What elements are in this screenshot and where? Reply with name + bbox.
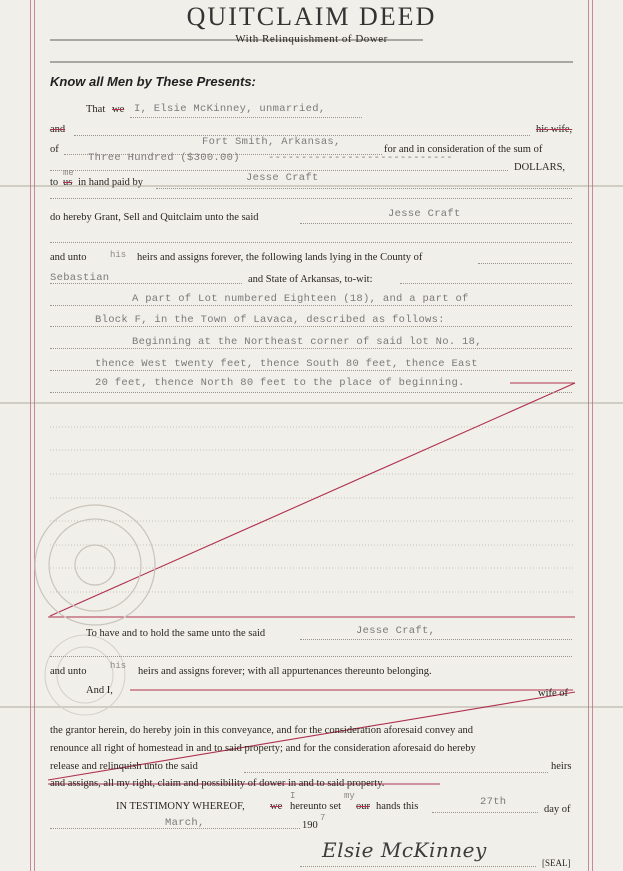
wife-of-label: wife of [538,688,569,699]
our-struck: our [356,801,370,812]
hands-this: hands this [376,801,419,812]
dower-line-1: the grantor herein, do hereby join in this conveyance, and for the consideration aforesaid convey and [50,725,474,736]
place: Fort Smith, Arkansas, [202,136,341,148]
we-struck: we [270,801,283,812]
his-2: his [110,661,127,671]
i-insert: I [290,791,296,801]
year-suffix: 7 [320,813,326,823]
grant-text: do hereby Grant, Sell and Quitclaim unto the said [50,212,259,223]
hereunto-set: hereunto set [290,801,342,812]
document-subtitle: With Relinquishment of Dower [235,33,388,45]
county: Sebastian [50,272,110,284]
dower-line-3: release and relinquish unto the said [50,761,198,772]
day-number: 27th [480,796,507,808]
dollars-label: DOLLARS, [514,162,566,173]
to-struck: us [63,177,73,188]
notary-embossed-seal [35,505,155,625]
signature: Elsie McKinney [322,838,487,862]
that-label: That [86,104,106,115]
year-prefix: 190 [302,820,318,831]
document-title: QUITCLAIM DEED [186,2,437,31]
grantee-2: Jesse Craft, [356,625,436,637]
his-1: his [110,250,127,260]
and-unto: and unto [50,252,87,263]
description-line-2: Block F, in the Town of Lavaca, described as follows: [95,314,445,326]
of-label: of [50,144,59,155]
quitclaim-deed-document: QUITCLAIM DEED With Relinquishment of Dower Know all Men by These Presents: That we I, Elsie McKinney, unmarried, and his wife, of Fort Smith, Arkansas, for and in consideration of the sum of Three Hundred ($300.00) ---------------------------- DOLLARS, to us me in hand paid by Jesse Craft do hereby Grant, Sell and Quitclaim unto the said Jesse Craft and unto his heirs and assigns forever, the following lands lying in the County of Sebastian and State of Arkansas, to-wit: A part of Lot numbered Eighteen (18), and a part of Block F, in the Town of Lavaca, described as follows: Beginning at the Northeast corner of said lot No. 18, thence West twenty feet, thence South 80 feet, thence East 20 feet, thence North 80 feet to the place of beginning. To have and to hold the same unto the said Jesse Craft, and unto his heirs and assigns forever; with all appurtenances thereunto belonging. And I, wife of the grantor herein, do hereby join in this conveyance, and for the consideration aforesaid convey and renounce all right of homestead in and to said property; and for the consideration aforesaid do hereby release and relinquish unto the said heirs and assigns, all my right, claim and possibility of dower in and to said property. IN TESTIMONY WHEREOF, we I hereunto set our my hands this 27th day of March, 190 7 Elsie McKinney [SEAL] [0,0,623,871]
to-insert: me [63,168,74,178]
seal-label: [SEAL] [542,858,571,868]
in-hand-paid-by: in hand paid by [78,177,144,188]
and-i-label: And I, [86,685,113,696]
testimony-text: IN TESTIMONY WHEREOF, [116,801,245,812]
amount: Three Hundred ($300.00) [88,152,240,164]
description-line-5: 20 feet, thence North 80 feet to the place of beginning. [95,377,465,389]
description-line-4: thence West twenty feet, thence South 80 feet, thence East [95,358,478,370]
day-of-label: day of [544,804,571,815]
intro-heading: Know all Men by These Presents: [50,74,256,89]
description-line-3: Beginning at the Northeast corner of said lot No. 18, [132,336,482,348]
month: March, [165,817,205,829]
heirs-text: heirs and assigns forever, the following lands lying in the County of [137,252,423,263]
his-wife-struck: his wife, [536,124,573,135]
dower-line-4: and assigns, all my right, claim and possibility of dower in and to said property. [50,778,385,789]
state-text: and State of Arkansas, to-wit: [248,274,373,285]
and-unto-2: and unto [50,666,87,677]
strike-line-lands [50,383,575,616]
grantor-name: I, Elsie McKinney, unmarried, [134,103,326,115]
and-struck: and [50,124,66,135]
description-line-1: A part of Lot numbered Eighteen (18), and a part of [132,293,469,305]
consideration-text: for and in consideration of the sum of [384,144,543,155]
payer: Jesse Craft [246,172,319,184]
to-label: to [50,177,59,188]
that-struck: we [112,104,125,115]
grantee: Jesse Craft [388,208,461,220]
dower-line-2: renounce all right of homestead in and to said property; and for the consideration aforesaid do hereby [50,743,476,754]
heirs-3: heirs [551,761,572,772]
to-have-text: To have and to hold the same unto the said [86,628,266,639]
heirs-text-2: heirs and assigns forever; with all appurtenances thereunto belonging. [138,666,432,677]
my-insert: my [344,791,355,801]
